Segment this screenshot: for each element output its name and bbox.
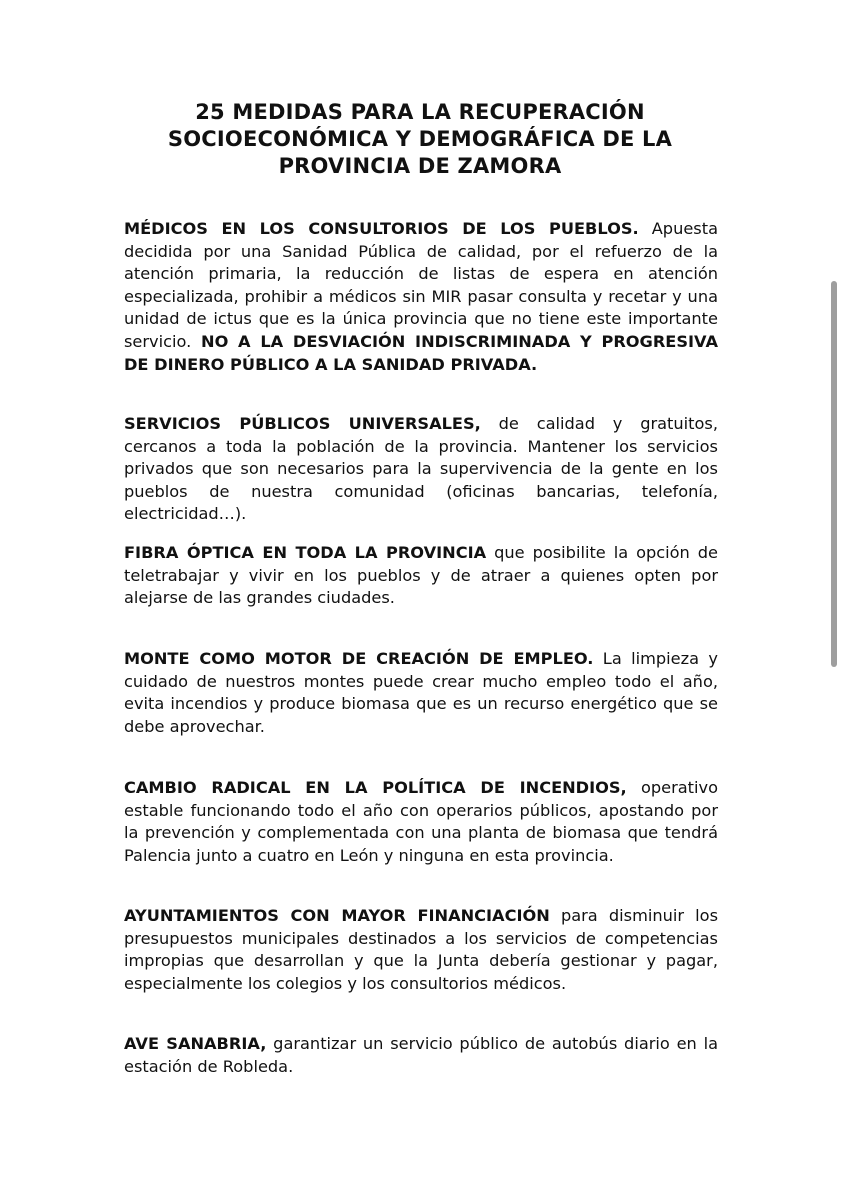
measure-body: La limpieza y cuidado de nuestros montes puede crear mucho empleo todo el año, evita incendios y produce biomasa que es un recurso energético que se debe aprovechar. [124, 649, 718, 736]
vertical-scrollbar-thumb[interactable] [831, 281, 837, 667]
measure-paragraph-servicios-publicos [124, 413, 718, 526]
title-line-3: PROVINCIA DE ZAMORA [278, 154, 562, 178]
measure-heading: FIBRA ÓPTICA EN TODA LA PROVINCIA [124, 543, 487, 562]
measure-paragraph-medicos [124, 218, 718, 376]
measure-body: operativo estable funcionando todo el año con operarios públicos, apostando por la prevención y complementada con una planta de biomasa que tendrá Palencia junto a cuatro en León y ninguna en esta provincia. [124, 778, 719, 865]
measure-closing-statement: NO A LA DESVIACIÓN INDISCRIMINADA Y PROGRESIVA DE DINERO PÚBLICO A LA SANIDAD PRIVADA. [124, 331, 718, 374]
measure-paragraph-ayuntamientos [124, 905, 718, 995]
measure-paragraph-fibra-optica [124, 542, 718, 610]
measure-body: garantizar un servicio público de autobús diario en la estación de Robleda. [124, 1034, 719, 1076]
measure-heading: AYUNTAMIENTOS CON MAYOR FINANCIACIÓN [124, 906, 550, 925]
measure-heading: MONTE COMO MOTOR DE CREACIÓN DE EMPLEO. [124, 649, 594, 668]
measure-heading: AVE SANABRIA, [124, 1034, 267, 1053]
measure-body: de calidad y gratuitos, cercanos a toda la población de la provincia. Mantener los servicios privados que son necesarios para la supervivencia de la gente en los pueblos de nuestra comunidad (oficinas bancarias, telefonía, electricidad…). [124, 414, 718, 524]
measure-paragraph-incendios [124, 777, 718, 867]
measure-paragraph-monte [124, 648, 718, 738]
document-title [120, 99, 720, 180]
measure-body: que posibilite la opción de teletrabajar y vivir en los pueblos y de atraer a quienes opten por alejarse de las grandes ciudades. [124, 543, 719, 608]
measure-heading: SERVICIOS PÚBLICOS UNIVERSALES, [124, 414, 481, 433]
title-line-1: 25 MEDIDAS PARA LA RECUPERACIÓN [195, 100, 645, 124]
measure-body: para disminuir los presupuestos municipales destinados a los servicios de competencias impropias que desarrollan y que la Junta debería gestionar y pagar, especialmente los colegios y los consultorios médicos. [124, 906, 718, 993]
measure-paragraph-ave-sanabria [124, 1033, 718, 1078]
title-line-2: SOCIOECONÓMICA Y DEMOGRÁFICA DE LA [167, 127, 673, 151]
measure-heading: CAMBIO RADICAL EN LA POLÍTICA DE INCENDIOS, [124, 778, 627, 797]
measure-body: Apuesta decidida por una Sanidad Pública de calidad, por el refuerzo de la atención primaria, la reducción de listas de espera en atención especializada, prohibir a médicos sin MIR pasar consulta y recetar y una unidad de ictus que es la única provincia que no tiene este importante servicio. [124, 219, 718, 351]
measure-heading: MÉDICOS EN LOS CONSULTORIOS DE LOS PUEBLOS. [124, 219, 639, 238]
